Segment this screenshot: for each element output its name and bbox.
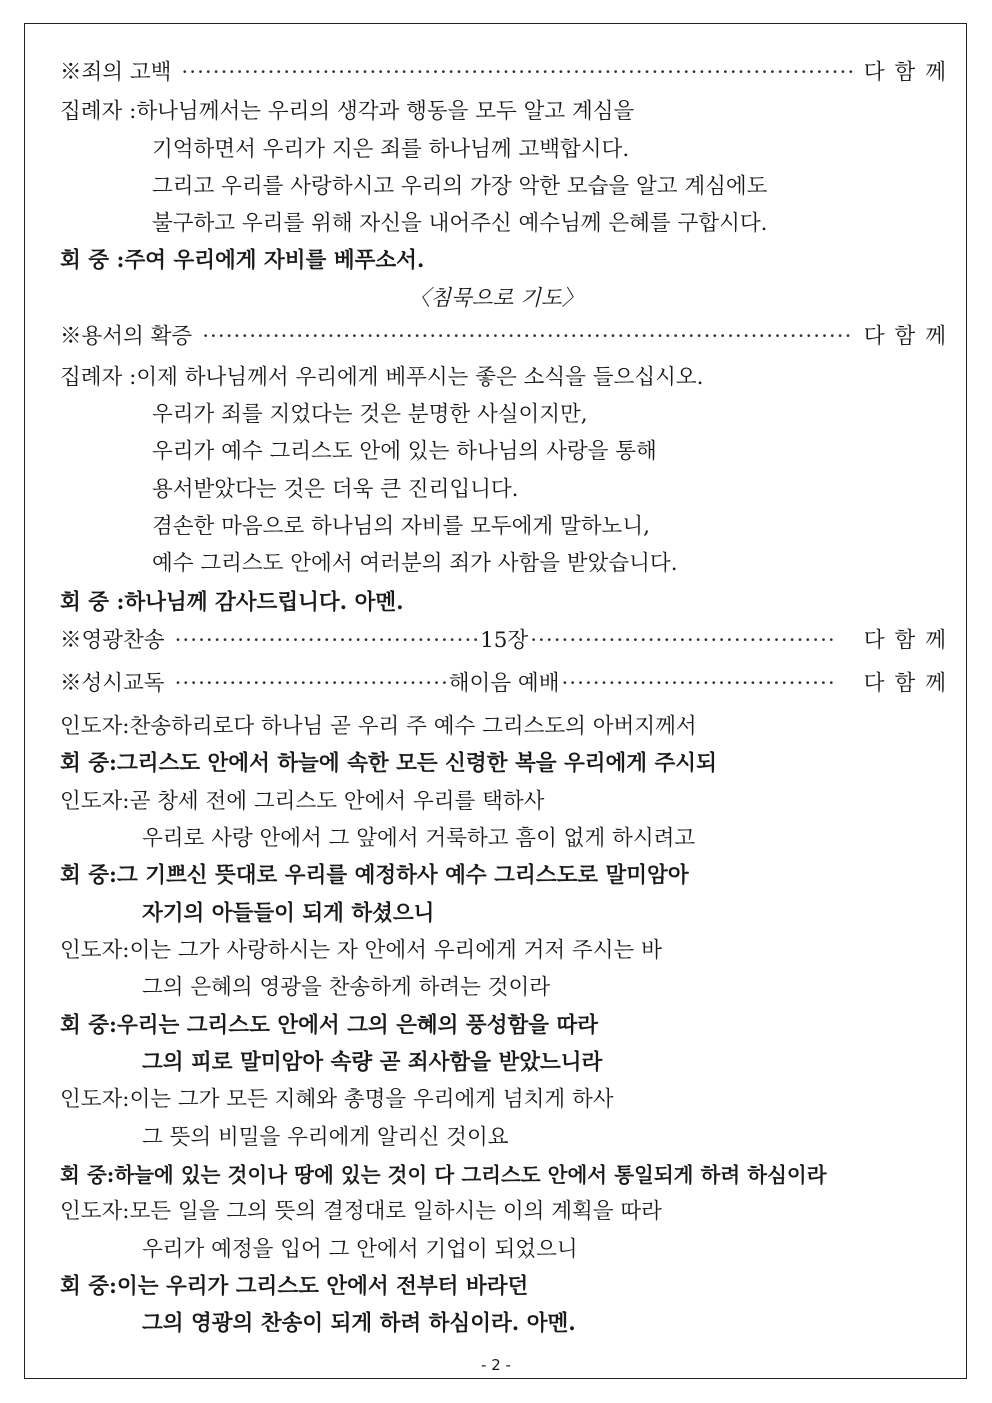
assurance-leader-line-4: 용서받았다는 것은 더욱 큰 진리입니다.: [152, 477, 519, 502]
leader-label: 인도자:: [60, 938, 130, 963]
reading-title: ※성시교독: [60, 671, 165, 696]
leader-dots: [202, 319, 854, 355]
assurance-heading: [60, 319, 956, 355]
leader-label: 인도자:: [60, 714, 130, 739]
page-number: - 2 -: [481, 1356, 511, 1374]
reading-source: 해이음 예배: [448, 671, 560, 696]
congregation-label: 회 중:: [60, 1163, 115, 1187]
confession-leader-line-4: 불구하고 우리를 위해 자신을 내어주신 예수님께 은혜를 구합시다.: [152, 211, 768, 236]
responsive-congregation-2-cont: 자기의 아들들이 되게 하셨으니: [142, 901, 435, 926]
congregation-label: 회 중:: [60, 1013, 117, 1038]
responsive-congregation-1: 회 중:그리스도 안에서 하늘에 속한 모든 신령한 복을 우리에게 주시되: [60, 746, 946, 782]
leader-label: 집례자 :: [60, 365, 137, 390]
responsive-leader-5: 인도자:모든 일을 그의 뜻의 결정대로 일하시는 이의 계획을 따라: [60, 1194, 946, 1230]
leader-dots: [181, 55, 853, 91]
responsive-congregation-5: 회 중:이는 우리가 그리스도 안에서 전부터 바라던: [60, 1269, 946, 1305]
responsive-congregation-4: 회 중:하늘에 있는 것이나 땅에 있는 것이 다 그리스도 안에서 통일되게 하려 하심이라: [60, 1157, 946, 1193]
responsive-congregation-2: 회 중:그 기쁘신 뜻대로 우리를 예정하사 예수 그리스도로 말미암아: [60, 858, 946, 894]
leader-label: 인도자:: [60, 1199, 130, 1224]
assurance-leader-line-2: 우리가 죄를 지었다는 것은 분명한 사실이지만,: [152, 402, 588, 427]
responsive-leader-5-cont: 우리가 예정을 입어 그 안에서 기업이 되었으니: [142, 1237, 578, 1262]
leader-dots: [175, 666, 447, 702]
responsive-leader-4-cont: 그 뜻의 비밀을 우리에게 알리신 것이요: [142, 1125, 509, 1150]
reading-heading: [60, 666, 956, 702]
responsive-congregation-3: 회 중:우리는 그리스도 안에서 그의 은혜의 풍성함을 따라: [60, 1008, 946, 1044]
assurance-congregation: 회 중 :하나님께 감사드립니다. 아멘.: [60, 585, 946, 621]
assurance-leader-line-1: 집례자 :이제 하나님께서 우리에게 베푸시는 좋은 소식을 들으십시오.: [60, 360, 946, 396]
responsive-leader-3: 인도자:이는 그가 사랑하시는 자 안에서 우리에게 거저 주시는 바: [60, 933, 946, 969]
responsive-leader-4: 인도자:이는 그가 모든 지혜와 총명을 우리에게 넘치게 하사: [60, 1082, 946, 1118]
assurance-leader-line-6: 예수 그리스도 안에서 여러분의 죄가 사함을 받았습니다.: [152, 551, 678, 576]
responsive-leader-2: 인도자:곧 창세 전에 그리스도 안에서 우리를 택하사: [60, 784, 946, 820]
leader-label: 인도자:: [60, 1087, 130, 1112]
assurance-title: ※용서의 확증: [60, 324, 193, 349]
hymn-who: 다함께: [863, 628, 956, 653]
responsive-leader-2-cont: 우리로 사랑 안에서 그 앞에서 거룩하고 흠이 없게 하시려고: [142, 826, 696, 851]
confession-congregation: 회 중 :주여 우리에게 자비를 베푸소서.: [60, 243, 946, 279]
assurance-leader-line-5: 겸손한 마음으로 하나님의 자비를 모두에게 말하노니,: [152, 514, 650, 539]
leader-dots: [530, 623, 833, 659]
responsive-leader-3-cont: 그의 은혜의 영광을 찬송하게 하려는 것이라: [142, 975, 551, 1000]
congregation-label: 회 중 :: [60, 248, 125, 273]
silent-prayer: 〈침묵으로 기도〉: [408, 286, 584, 311]
congregation-label: 회 중:: [60, 751, 117, 776]
leader-label: 집례자 :: [60, 99, 137, 124]
responsive-congregation-5-cont: 그의 영광의 찬송이 되게 하려 하심이라. 아멘.: [142, 1311, 576, 1336]
confession-leader-line-2: 기억하면서 우리가 지은 죄를 하나님께 고백합시다.: [152, 137, 630, 162]
congregation-label: 회 중:: [60, 1274, 117, 1299]
assurance-who: 다함께: [863, 324, 956, 349]
hymn-number: 15장: [480, 628, 529, 653]
leader-dots: [175, 623, 478, 659]
assurance-leader-line-3: 우리가 예수 그리스도 안에 있는 하나님의 사랑을 통해: [152, 439, 657, 464]
leader-label: 인도자:: [60, 789, 130, 814]
hymn-title: ※영광찬송: [60, 628, 165, 653]
hymn-heading: [60, 623, 956, 659]
responsive-leader-1: 인도자:찬송하리로다 하나님 곧 우리 주 예수 그리스도의 아버지께서: [60, 709, 946, 745]
confession-leader-line-1: 집례자 :하나님께서는 우리의 생각과 행동을 모두 알고 계심을: [60, 94, 946, 130]
confession-title: ※죄의 고백: [60, 60, 172, 85]
confession-leader-line-3: 그리고 우리를 사랑하시고 우리의 가장 악한 모습을 알고 계심에도: [152, 174, 768, 199]
congregation-label: 회 중 :: [60, 590, 125, 615]
responsive-congregation-3-cont: 그의 피로 말미암아 속량 곧 죄사함을 받았느니라: [142, 1050, 603, 1075]
reading-who: 다함께: [863, 671, 956, 696]
confession-who: 다함께: [863, 60, 956, 85]
congregation-label: 회 중:: [60, 863, 117, 888]
confession-heading: [60, 55, 956, 91]
leader-dots: [561, 666, 833, 702]
